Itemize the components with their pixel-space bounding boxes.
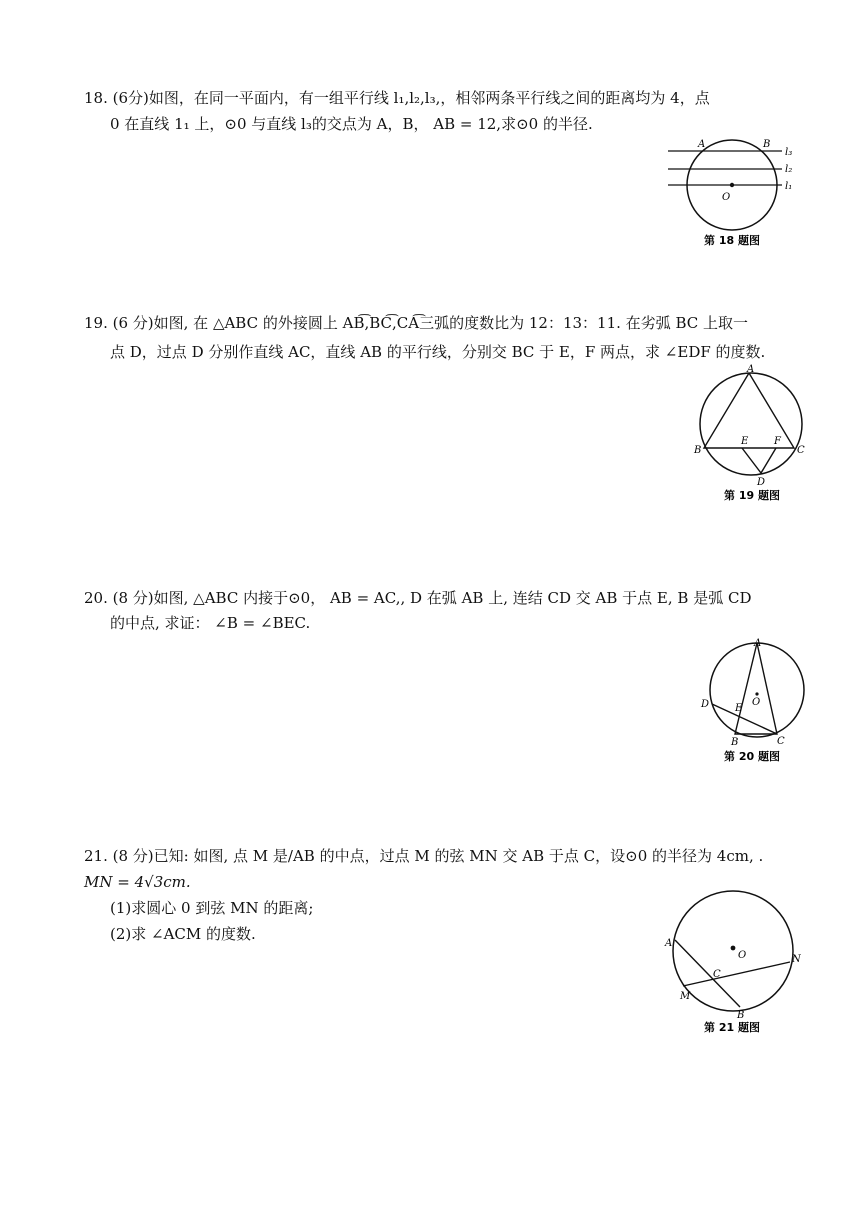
q19-label-A: A bbox=[747, 364, 755, 375]
q20-label-O: O bbox=[752, 697, 761, 708]
q21-label-M: M bbox=[680, 991, 691, 1002]
q19-label-E: E bbox=[741, 436, 749, 447]
q21-subquestion-1: (1)求圆心 0 到弦 MN 的距离; bbox=[110, 899, 314, 917]
q19-label-D: D bbox=[757, 477, 766, 488]
q20-caption: 第 20 题图 bbox=[724, 750, 780, 763]
q18-label-O: O bbox=[722, 192, 731, 203]
q21-label-C: C bbox=[713, 969, 721, 980]
q21-label-N: N bbox=[792, 954, 801, 965]
q20-label-B: B bbox=[731, 737, 739, 748]
q19-figure bbox=[690, 362, 820, 507]
q21-label-B: B bbox=[737, 1010, 745, 1021]
q19-label-B: B bbox=[694, 445, 702, 456]
q21-caption: 第 21 题图 bbox=[704, 1021, 760, 1034]
q20-label-C: C bbox=[777, 736, 785, 747]
q18-label-A: A bbox=[698, 139, 706, 150]
q18-text-line2: 0 在直线 1₁ 上，⊙0 与直线 l₃的交点为 A，B， AB = 12,求⊙0 的半径. bbox=[110, 115, 593, 133]
q21-text-line2: MN = 4√3cm. bbox=[84, 873, 191, 891]
q21-label-O: O bbox=[738, 950, 747, 961]
q18-label-l1: l₁ bbox=[785, 181, 793, 192]
q21-subquestion-2: (2)求 ∠ACM 的度数. bbox=[110, 925, 256, 943]
q20-text-line1: 20. (8 分)如图, △ABC 内接于⊙0， AB = AC,, D 在弧 AB 上, 连结 CD 交 AB 于点 E, B 是弧 CD bbox=[84, 589, 752, 607]
q19-text-line1: 19. (6 分)如图, 在 △ABC 的外接圆上 AB͡,BC͡,CA͡三弧的度数比为 12：13：11. 在劣弧 BC 上取一 bbox=[84, 314, 748, 332]
q19-label-F: F bbox=[774, 436, 781, 447]
q18-caption: 第 18 题图 bbox=[704, 234, 760, 247]
q18-figure bbox=[660, 134, 810, 254]
q21-label-A: A bbox=[665, 938, 673, 949]
q18-label-l2: l₂ bbox=[785, 164, 793, 175]
q19-caption: 第 19 题图 bbox=[724, 489, 780, 502]
q20-figure bbox=[695, 632, 820, 767]
q18-text-line1: 18. (6分)如图，在同一平面内，有一组平行线 l₁,l₂,l₃,，相邻两条平行线之间的距离均为 4，点 bbox=[84, 89, 710, 107]
q18-label-l3: l₃ bbox=[785, 147, 793, 158]
q20-label-D: D bbox=[701, 699, 710, 710]
q21-figure bbox=[660, 884, 810, 1039]
q19-text-line2: 点 D，过点 D 分别作直线 AC，直线 AB 的平行线，分别交 BC 于 E，F 两点，求 ∠EDF 的度数. bbox=[110, 343, 766, 361]
q19-label-C: C bbox=[797, 445, 805, 456]
q20-label-A: A bbox=[754, 638, 762, 649]
q18-label-B: B bbox=[763, 139, 771, 150]
q20-text-line2: 的中点, 求证： ∠B = ∠BEC. bbox=[110, 614, 311, 632]
q21-text-line1: 21. (8 分)已知: 如图, 点 M 是/AB 的中点，过点 M 的弦 MN 交 AB 于点 C，设⊙0 的半径为 4cm, . bbox=[84, 847, 764, 865]
q20-label-E: E bbox=[735, 703, 743, 714]
